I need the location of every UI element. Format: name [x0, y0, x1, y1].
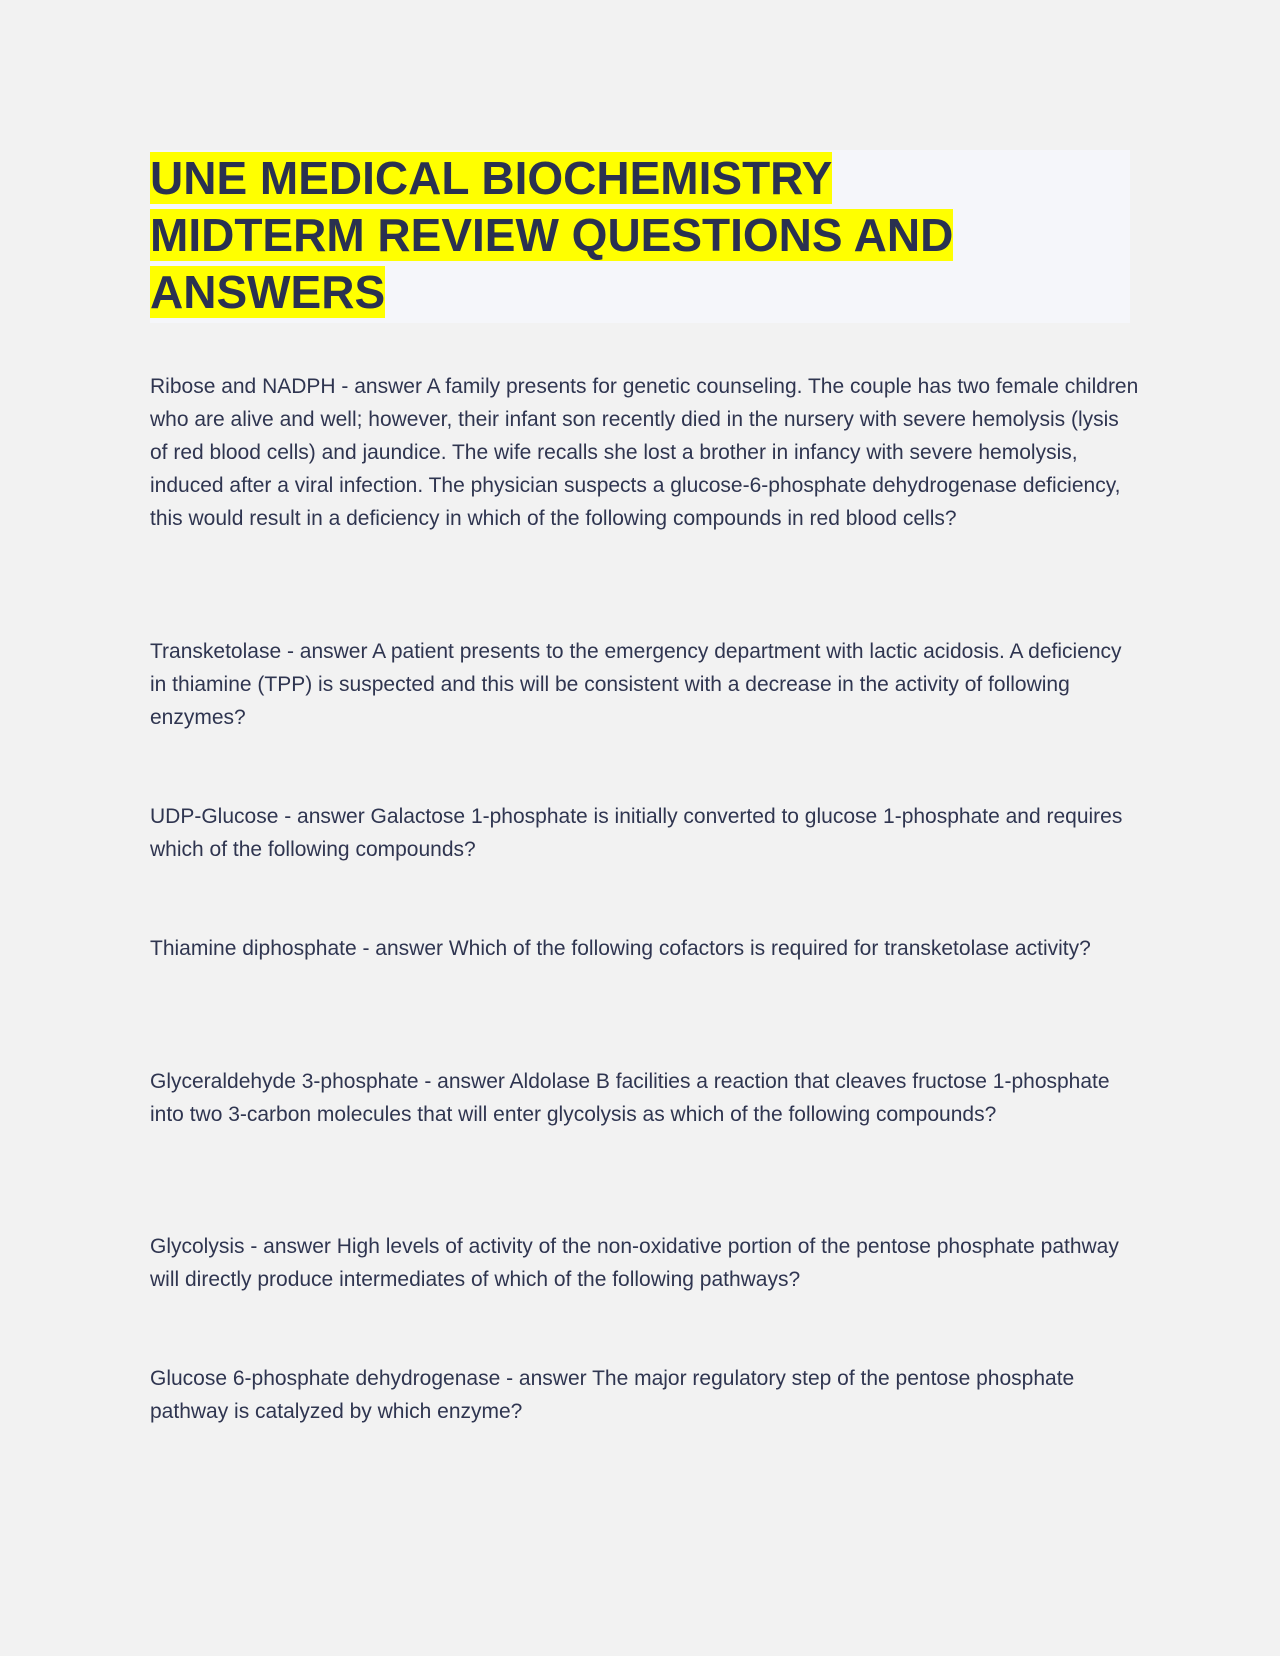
title-block — [150, 150, 1130, 323]
title-line: UNE MEDICAL BIOCHEMISTRY — [150, 152, 833, 204]
title-line: MIDTERM REVIEW QUESTIONS AND — [150, 209, 954, 261]
qa-item: Transketolase - answer A patient presents to the emergency department with lactic acidosis. A deficiency in thiamine (TPP) is suspected and this will be consistent with a decrease in the activity of following enzymes? — [150, 640, 1122, 729]
qa-item: Thiamine diphosphate - answer Which of the following cofactors is required for transketolase activity? — [150, 937, 1091, 960]
qa-item: Glycolysis - answer High levels of activity of the non-oxidative portion of the pentose phosphate pathway will directly produce intermediates of which of the following pathways? — [150, 1235, 1119, 1291]
qa-item: Ribose and NADPH - answer A family presents for genetic counseling. The couple has two female children who are alive and well; however, their infant son recently died in the nursery with severe hemolysis (lysis of red blood cells) and jaundice. The wife recalls she lost a brother in infancy with severe hemolysis, induced after a viral infection. The physician suspects a glucose-6-phosphate dehydrogenase deficiency, this would result in a deficiency in which of the following compounds in red blood cells? — [150, 375, 1139, 530]
qa-item: Glucose 6-phosphate dehydrogenase - answer The major regulatory step of the pentose phosphate pathway is catalyzed by which enzyme? — [150, 1367, 1075, 1423]
document-title — [150, 150, 1130, 321]
qa-item: UDP-Glucose - answer Galactose 1-phosphate is initially converted to glucose 1-phosphate and requires which of the following compounds? — [150, 805, 1123, 861]
title-line: ANSWERS — [150, 266, 386, 318]
qa-item: Glyceraldehyde 3-phosphate - answer Aldolase B facilities a reaction that cleaves fructose 1-phosphate into two 3-carbon molecules that will enter glycolysis as which of the following compounds? — [150, 1070, 1110, 1126]
document-page — [150, 150, 1139, 1423]
